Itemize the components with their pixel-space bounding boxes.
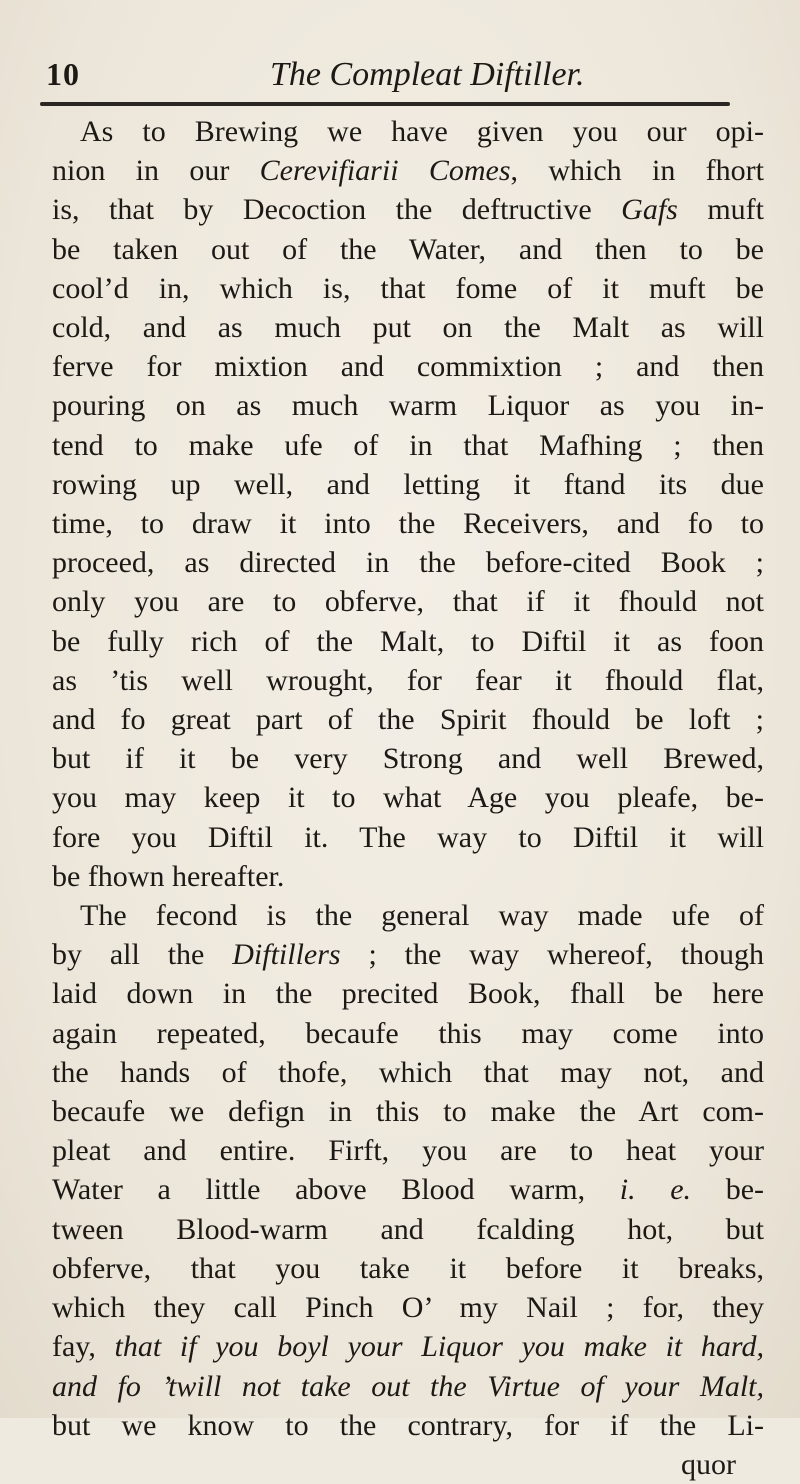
header-rule	[40, 102, 730, 106]
text-segment: by all the	[52, 938, 233, 972]
text-segment: but we know to the contrary, for if the Li-	[52, 1408, 764, 1442]
text-line	[52, 1445, 764, 1484]
text-segment: ; the way whereof, though	[340, 938, 765, 972]
text-segment: be fully rich of the Malt, to Diftil it as foon	[52, 624, 764, 658]
text-segment: which they call Pinch O’ my Nail ; for, they	[52, 1291, 764, 1325]
text-line	[52, 778, 764, 817]
text-segment: ferve for mixtion and commixtion ; and then	[52, 350, 764, 384]
text-line	[52, 151, 764, 190]
text-segment: be taken out of the Water, and then to be	[52, 232, 764, 266]
text-line	[52, 818, 764, 857]
text-segment: rowing up well, and letting it ftand its due	[52, 467, 764, 501]
running-title: The Compleat Diftiller.	[270, 56, 585, 93]
text-line	[52, 582, 764, 621]
text-segment: becaufe we defign in this to make the Art com-	[52, 1095, 764, 1129]
text-segment: as ’tis well wrought, for fear it fhould flat,	[52, 663, 764, 697]
text-line	[52, 1327, 764, 1366]
text-segment: tend to make ufe of in that Mafhing ; then	[52, 428, 764, 462]
text-line	[52, 347, 764, 386]
text-segment: laid down in the precited Book, fhall be here	[52, 977, 764, 1011]
text-segment: cold, and as much put on the Malt as will	[52, 311, 764, 345]
body-text	[52, 112, 764, 1484]
text-line	[52, 543, 764, 582]
text-segment: , which in fhort	[510, 154, 764, 188]
text-line	[52, 1249, 764, 1288]
text-line	[52, 1367, 764, 1406]
text-line	[52, 1014, 764, 1053]
text-line	[52, 1406, 764, 1445]
text-segment: tween Blood-warm and fcalding hot, but	[52, 1212, 764, 1246]
text-segment: muft	[677, 193, 764, 227]
text-segment: and fo great part of the Spirit fhould be loft ;	[52, 703, 764, 737]
text-segment: be fhown hereafter.	[52, 859, 285, 893]
text-segment: The fecond is the general way made ufe of	[80, 899, 764, 933]
text-segment: Water a little above Blood warm,	[52, 1173, 620, 1207]
text-line	[52, 504, 764, 543]
text-line	[52, 974, 764, 1013]
text-line	[52, 308, 764, 347]
italic-segment: Gafs	[621, 193, 678, 227]
text-segment: fay,	[52, 1330, 115, 1364]
text-line	[52, 1288, 764, 1327]
text-line	[52, 935, 764, 974]
text-segment: fore you Diftil it. The way to Diftil it will	[52, 820, 764, 854]
text-segment: the hands of thofe, which that may not, and	[52, 1055, 764, 1089]
text-line	[52, 426, 764, 465]
italic-segment: i. e.	[619, 1173, 692, 1207]
italic-segment: Diftillers	[232, 938, 341, 972]
text-segment: obferve, that you take it before it breaks,	[52, 1251, 764, 1285]
text-segment: pleat and entire. Firft, you are to heat your	[52, 1134, 764, 1168]
text-line	[52, 1092, 764, 1131]
text-line	[52, 857, 764, 896]
text-segment: proceed, as directed in the before-cited Book ;	[52, 546, 764, 580]
text-line	[52, 1210, 764, 1249]
text-segment: nion in our	[52, 154, 260, 188]
text-line	[52, 700, 764, 739]
text-segment: cool’d in, which is, that fome of it muft be	[52, 271, 764, 305]
text-line	[52, 112, 764, 151]
text-segment: is, that by Decoction the deftructive	[52, 193, 622, 227]
text-segment: you may keep it to what Age you pleafe, be-	[52, 781, 764, 815]
text-line	[52, 1053, 764, 1092]
text-line	[52, 661, 764, 700]
italic-segment: Cerevifiarii Comes	[259, 154, 511, 188]
page-number: 10	[46, 56, 80, 92]
text-line	[52, 386, 764, 425]
text-segment: be-	[691, 1173, 765, 1207]
page-header	[40, 56, 760, 106]
text-line	[52, 622, 764, 661]
text-line	[52, 896, 764, 935]
text-line	[52, 190, 764, 229]
text-line	[52, 1131, 764, 1170]
text-line	[52, 465, 764, 504]
text-line	[52, 230, 764, 269]
text-segment: time, to draw it into the Receivers, and fo to	[52, 507, 764, 541]
text-segment: but if it be very Strong and well Brewed,	[52, 742, 764, 776]
text-segment: quor	[681, 1447, 736, 1481]
text-segment: pouring on as much warm Liquor as you in-	[52, 389, 764, 423]
text-segment: As to Brewing we have given you our opi-	[80, 115, 764, 148]
text-segment: only you are to obferve, that if it fhould not	[52, 585, 764, 619]
italic-segment: and fo ’twill not take out the Virtue of your Malt,	[52, 1369, 764, 1403]
italic-segment: that if you boyl your Liquor you make it hard,	[114, 1330, 764, 1364]
text-segment: again repeated, becaufe this may come into	[52, 1016, 764, 1050]
text-line	[52, 1170, 764, 1209]
text-line	[52, 269, 764, 308]
text-line	[52, 739, 764, 778]
